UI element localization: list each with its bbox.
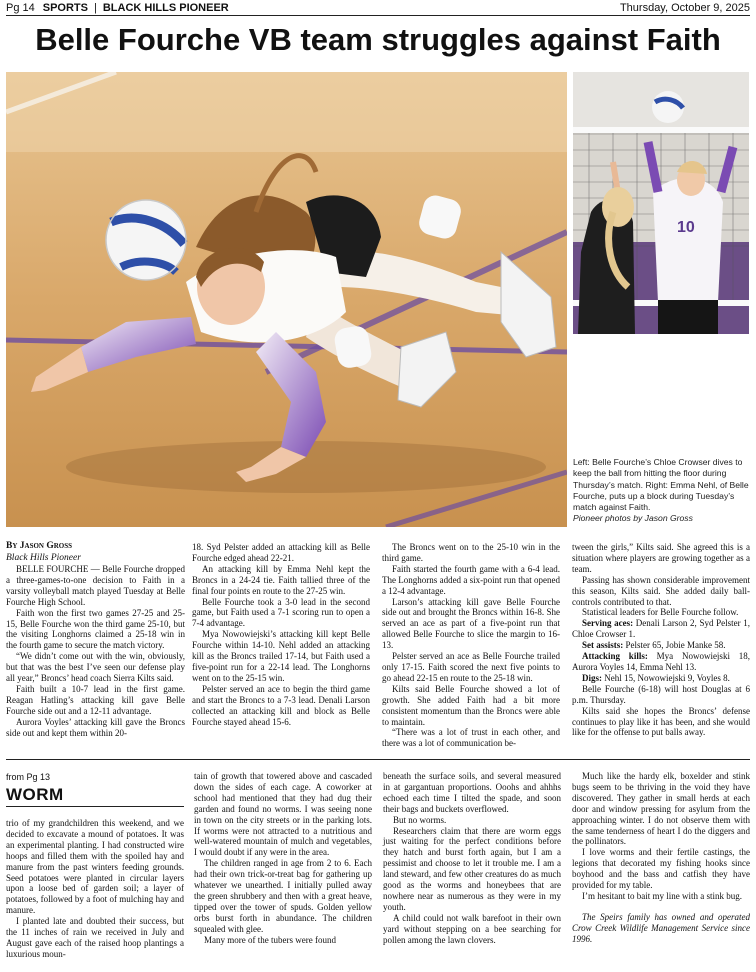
article-column-1	[6, 540, 185, 739]
paragraph: Faith won the first two games 27-25 and 25-15, Belle Fourche won the third game 25-10, but the visiting Longhorns claimed a 25-18 win in the fourth game to secure the match victory.	[6, 607, 185, 651]
paragraph: Larson’s attacking kill gave Belle Fourche side out and brought the Broncs within 16-8. She served an ace as part of a five-point run that allowed Belle Fourche to slice the margin to 16-13.	[382, 596, 560, 651]
section-divider	[6, 759, 750, 760]
paragraph: “There was a lot of trust in each other, and there was a lot of communication be-	[382, 727, 560, 749]
section-name: SPORTS	[42, 1, 88, 14]
paragraph: Faith started the fourth game with a 6-4 lead. The Longhorns added a six-point run that opened a 12-4 advantage.	[382, 563, 560, 596]
caption-text: Left: Belle Fourche’s Chloe Crowser dives to keep the ball from hitting the floor during Thursday’s match. Right: Emma Nehl, of Belle Fourche, puts up a block during Tuesday’s match against Faith.	[573, 457, 749, 513]
paragraph: trio of my grandchildren this weekend, and we decided to excavate a mound of potatoes. It was an experimental planting. I had constructed wire hoops and filled them with the spoiled hay and manure from the past winters feeding grounds. Seed potatoes were planted in circular layers upon a loose bed of garden soil; a layer of potatoes, followed by a foot of mulching hay and manure.	[6, 818, 184, 916]
paragraph: tain of growth that towered above and cascaded down the sides of each cage. A coworker at school had mentioned that they had dug their garden and found no worms. I was seeing none in town on the city streets or in the parking lots. If worms were not attracted to a nutritious and well-watered mountain of mulch and vegetables, I would doubt if any were in the area.	[194, 771, 372, 858]
page-header	[6, 0, 750, 16]
paragraph: Statistical leaders for Belle Fourche follow.	[582, 607, 739, 618]
worm-column-4	[572, 771, 750, 945]
page-number: Pg 14	[6, 1, 35, 14]
article-column-4	[572, 542, 750, 738]
paragraph: I love worms and their fertile castings, the legions that decorated my fishing hooks since boyhood and the bass and catfish they have provided for my table.	[572, 847, 750, 891]
paragraph: An attacking kill by Emma Nehl kept the Broncs in a 24-24 tie. Faith tallied three of the final four points en route to the 27-25 win.	[192, 563, 370, 596]
paragraph: Kilts said Belle Fourche showed a lot of growth. She added Faith had a bit more consistent momentum than the Broncs were able to maintain.	[382, 683, 560, 727]
paragraph: “We didn’t come out with the win, obviously, but that was the best I’ve seen our defense play all year,” Broncs’ head coach Sierra Kilts said.	[6, 651, 185, 684]
paragraph: beneath the surface soils, and several measured in at gargantuan proportions. Ooohs and ahhhs echoed each time I tilted the spade, and soon their bags and buckets overflowed.	[383, 771, 561, 814]
stats-line: Serving aces: Denali Larson 2, Syd Pelster 1, Chloe Crowser 1.	[572, 618, 750, 640]
paragraph: 18. Syd Pelster added an attacking kill as Belle Fourche edged ahead 22-21.	[192, 542, 370, 563]
author-name: Jason Gross	[19, 541, 73, 551]
paragraph: Mya Nowowiejski’s attacking kill kept Belle Fourche within 14-10. Nehl added an attacking kill as the Broncs trailed 17-14, but Faith used a five-point run for a 22-14 lead. The Longhorns went on to the 25-15 win.	[192, 629, 370, 683]
jump-line: from Pg 13	[6, 772, 51, 782]
jump-headline: WORM	[6, 785, 64, 804]
main-photo	[6, 72, 567, 527]
worm-column-1	[6, 818, 184, 960]
worm-column-3	[383, 771, 561, 946]
paragraph: Aurora Voyles’ attacking kill gave the Broncs side out and kept them within 20-	[6, 716, 185, 738]
paragraph: I’m hesitant to bait my line with a stink bug.	[582, 890, 742, 901]
paragraph: Researchers claim that there are worm eggs just waiting for the perfect conditions before they hatch and burst forth again, but I am a pessimist and choose to let it trouble me. I am a land steward, and few other creatures do as much good as the worms and honeybees that are nowhere near as numerous as they were in my youth.	[383, 825, 561, 912]
photo-credit: Pioneer photos by Jason Gross	[573, 513, 693, 524]
paragraph: BELLE FOURCHE — Belle Fourche dropped a three-games-to-one decision to Faith in a varsity volleyball match played Tuesday at Belle Fourche High School.	[6, 564, 185, 607]
byline: By Jason Gross	[6, 541, 73, 551]
paragraph: Belle Fourche (6-18) will host Douglas at 6 p.m. Thursday.	[572, 683, 750, 705]
article-headline: Belle Fourche VB team struggles against Faith	[35, 22, 721, 57]
article-column-2	[192, 542, 370, 727]
byline-organization: Black Hills Pioneer	[6, 553, 81, 563]
paragraph: Belle Fourche took a 3-0 lead in the second game, but Faith used a 7-1 scoring run to open a 7-4 advantage.	[192, 596, 370, 629]
stats-line: Digs: Nehl 15, Nowowiejski 9, Voyles 8.	[582, 672, 730, 683]
paragraph: Passing has shown considerable improvement this season, Kilts said. She added daily ball-controls contributed to that.	[572, 574, 750, 607]
issue-date: Thursday, October 9, 2025	[619, 1, 750, 14]
paragraph: I planted late and doubted their success, but the 11 inches of rain we received in July and August gave each of the raised hoop plantings a luxurious moun-	[6, 916, 184, 959]
paragraph: Kilts said she hopes the Broncs’ defense continues to play like it has been, and she would like for the offense to put balls away.	[572, 705, 750, 738]
stats-line: Attacking kills: Mya Nowowiejski 18, Aurora Voyles 14, Emma Nehl 13.	[572, 651, 750, 672]
paragraph: Pelster served an ace to begin the third game and start the Broncs to a 7-3 lead. Denali Larson collected an attacking kill and block as Belle Fourche stayed ahead 15-6.	[192, 683, 370, 727]
header-separator: |	[93, 1, 97, 14]
paragraph: tween the girls,” Kilts said. She agreed this is a situation where players are growing together as a team.	[572, 542, 750, 574]
paragraph: Much like the hardy elk, boxelder and stink bugs seem to be thriving in the void they have discovered. They gather in small herds at each door and window pressing for asylum from the approaching winter. I do not observe them with the same tenderness of heart I do the diggers and the pollinators.	[572, 771, 750, 847]
svg-text:10: 10	[677, 219, 695, 236]
paragraph: The children ranged in age from 2 to 6. Each had their own trick-or-treat bag for gathering up whatever we unearthed. I initially pulled away the green shrubbery and then with a great heave, tipped over the tower of spuds. Golden yellow orbs burst forth in abundance. The children squealed with glee.	[194, 858, 372, 934]
paragraph: Faith built a 10-7 lead in the first game. Reagan Hatling’s attacking kill gave Belle Fourche side out and a 12-11 advantage.	[6, 683, 185, 716]
paragraph: Pelster served an ace as Belle Fourche trailed only 17-15. Faith scored the next five points to go ahead 22-15 en route to the 25-18 win.	[382, 651, 560, 683]
article-column-3	[382, 542, 560, 749]
paragraph: A child could not walk barefoot in their own yard without stepping on a bee searching for pollen among the lawn clovers.	[383, 912, 561, 945]
stats-line: Set assists: Pelster 65, Jobie Manke 58.	[582, 640, 726, 651]
author-bio: The Speirs family has owned and operated Crow Creek Wildlife Management Service since 1996.	[572, 911, 750, 944]
publication-name: BLACK HILLS PIONEER	[102, 1, 229, 14]
paragraph: Many more of the tubers were found	[204, 934, 336, 945]
photo-caption	[573, 457, 751, 525]
secondary-photo	[573, 72, 749, 334]
paragraph: The Broncs went on to the 25-10 win in the third game.	[382, 542, 560, 563]
jump-headline-rule	[6, 806, 184, 807]
paragraph: But no worms.	[393, 814, 447, 825]
worm-column-2	[194, 771, 372, 946]
